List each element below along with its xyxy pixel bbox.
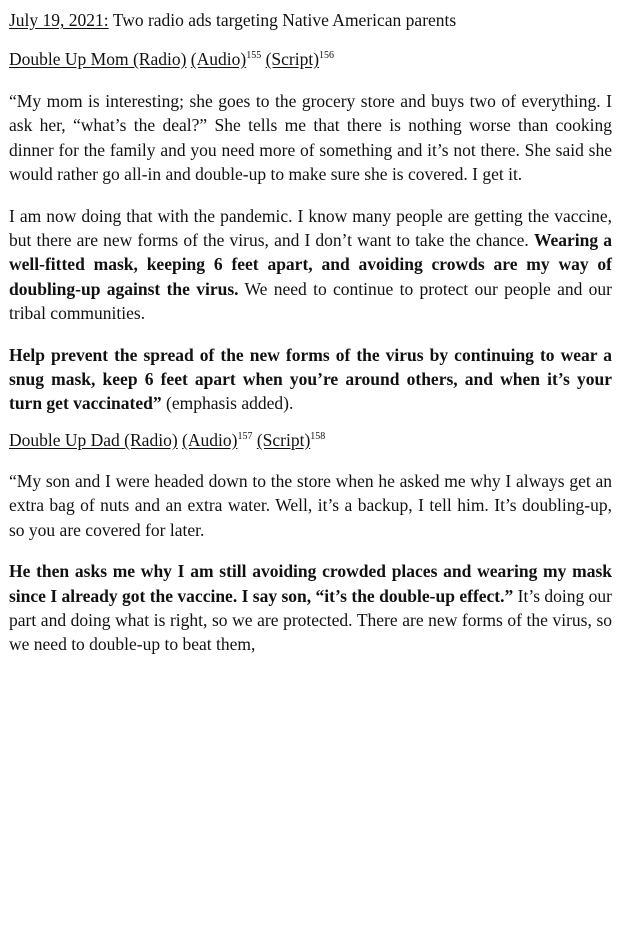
ad-name-link[interactable]: Double Up Dad (Radio) [9, 429, 178, 450]
ad-heading-mom [9, 47, 612, 71]
paragraph-text: It’s doing our part and doing what is right, so we are protected. There are new forms of the virus, so we need to double-up to beat them, [9, 585, 612, 655]
paragraph-text: We need to continue to protect our people and our tribal communities. [9, 278, 612, 324]
audio-link[interactable]: (Audio) [182, 429, 238, 450]
ad-quote-paragraph [9, 204, 612, 326]
script-link[interactable]: (Script) [265, 49, 320, 69]
footnote-marker: 157 [237, 430, 253, 442]
emphasized-text: Wearing a well-fitted mask, keeping 6 feet apart, and avoiding crowds are my way of doubling-up against the virus. [9, 230, 612, 299]
ad-name-link[interactable]: Double Up Mom (Radio) [9, 49, 187, 69]
ad-heading-dad [9, 428, 612, 452]
title-text: Two radio ads targeting Native American parents [108, 10, 457, 30]
emphasized-text: Help prevent the spread of the new forms of the virus by continuing to wear a snug mask, keep 6 feet apart when you’re around others, and when it’s your turn get vaccinated” [9, 344, 612, 414]
footnote-marker: 156 [319, 50, 335, 61]
ad-quote-paragraph: “My son and I were headed down to the store when he asked me why I always get an extra bag of nuts and an extra water. Well, it’s a backup, I tell him. It’s doubling-up, so you are covered for later. [9, 470, 612, 540]
page-title [9, 8, 612, 32]
audio-link[interactable]: (Audio) [190, 49, 247, 69]
script-link[interactable]: (Script) [256, 429, 311, 450]
emphasized-text: He then asks me why I am still avoiding crowded places and wearing my mask since I already got the vaccine. I say son, “it’s the double-up effect.” [9, 561, 612, 606]
footnote-marker: 155 [246, 50, 262, 61]
ad-quote-paragraph [9, 559, 612, 657]
paragraph-text: (emphasis added). [161, 393, 294, 414]
paragraph-text: I am now doing that with the pandemic. I know many people are getting the vaccine, but there are new forms of the virus, and I don’t want to take the chance. [9, 205, 612, 251]
footnote-marker: 158 [310, 430, 326, 442]
ad-quote-paragraph: “My mom is interesting; she goes to the grocery store and buys two of everything. I ask her, “what’s the deal?” She tells me that there is nothing worse than cooking dinner for the family and you need more of something and it’s not there. She said she would rather go all-in and double-up to make sure she is covered. I get it. [9, 91, 612, 185]
ad-quote-paragraph [9, 343, 612, 416]
title-date: July 19, 2021: [9, 10, 109, 30]
